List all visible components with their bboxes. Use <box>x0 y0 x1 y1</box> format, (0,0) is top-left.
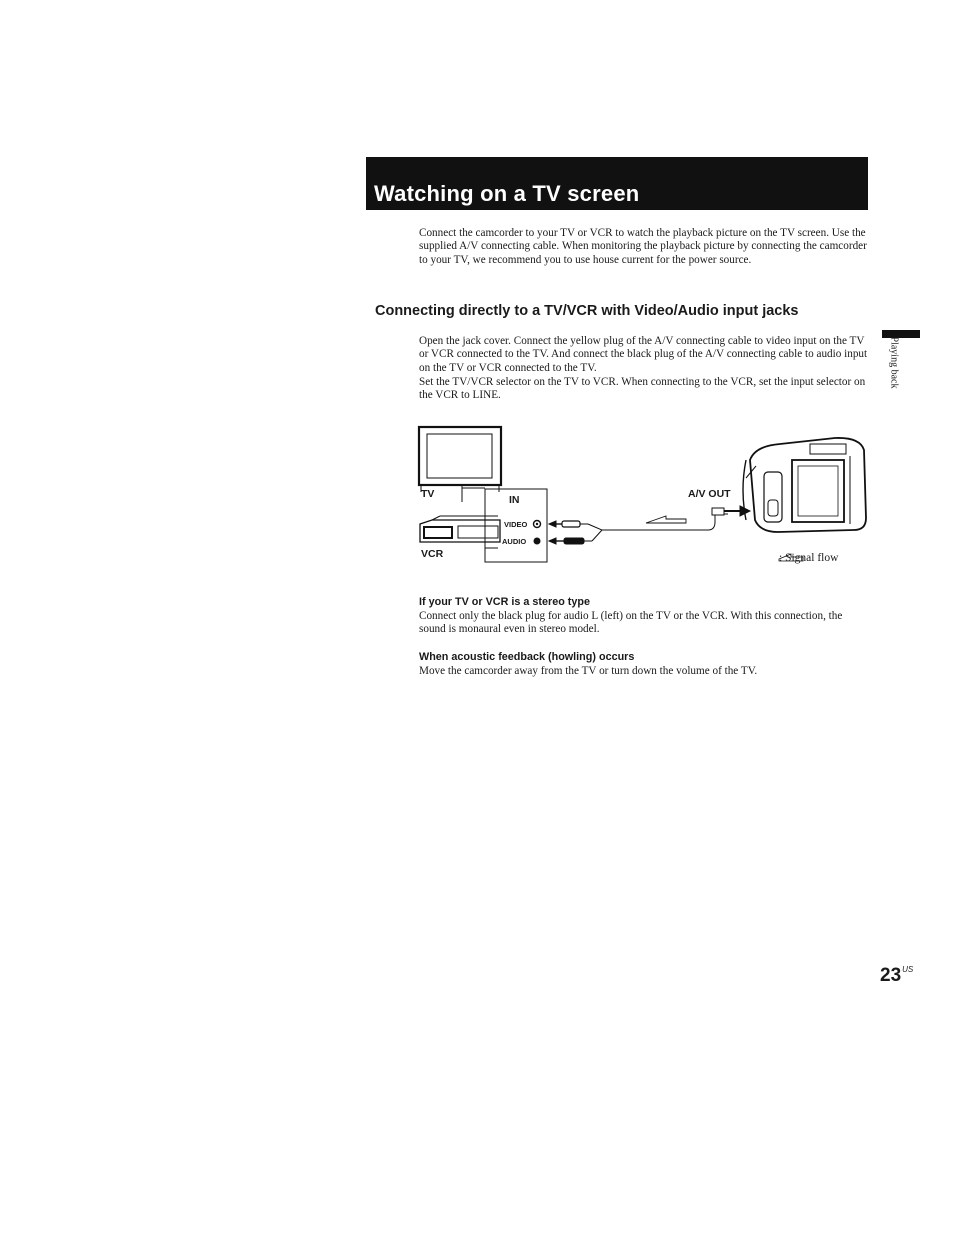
av-cable <box>588 514 728 541</box>
video-plug-icon <box>549 521 588 527</box>
av-out-label: A/V OUT <box>688 488 731 500</box>
page-number-suffix: US <box>902 965 914 974</box>
page-number-value: 23 <box>880 965 902 986</box>
page-number <box>880 965 913 987</box>
note-feedback-body: Move the camcorder away from the TV or turn down the volume of the TV. <box>419 665 758 677</box>
section-heading: Connecting directly to a TV/VCR with Video/Audio input jacks <box>375 303 799 319</box>
audio-plug-icon <box>549 538 592 544</box>
video-jack-center-icon <box>536 523 538 525</box>
section-body-paragraph-1: Open the jack cover. Connect the yellow plug of the A/V connecting cable to video input on the TV or VCR connected to the TV. And connect the black plug of the A/V connecting cable to audio input on the TV or VCR connected to the TV. <box>419 335 868 374</box>
connection-diagram <box>410 420 880 590</box>
note-stereo-heading: If your TV or VCR is a stereo type <box>419 596 590 608</box>
audio-jack-icon <box>534 538 541 545</box>
intro-paragraph: Connect the camcorder to your TV or VCR to watch the playback picture on the TV screen. Use the supplied A/V connecting cable. When monitoring the playback picture by connecting the camcorder to your TV, we recommend you to use house current for the power source. <box>419 227 867 266</box>
side-tab-label: Playing back <box>888 336 900 389</box>
page-title: Watching on a TV screen <box>374 181 640 206</box>
signal-flow-legend-label: : Signal flow <box>779 552 839 564</box>
camcorder-illustration <box>743 438 866 532</box>
note-feedback-heading: When acoustic feedback (howling) occurs <box>419 651 635 663</box>
video-label: VIDEO <box>504 520 528 529</box>
signal-flow-arrow-icon <box>646 516 686 523</box>
section-body-paragraph-2: Set the TV/VCR selector on the TV to VCR. When connecting to the VCR, set the input selector on the VCR to LINE. <box>419 376 866 402</box>
note-stereo-body: Connect only the black plug for audio L (left) on the TV or the VCR. With this connection, the sound is monaural even in stereo model. <box>419 610 843 636</box>
in-label: IN <box>509 494 520 506</box>
audio-label: AUDIO <box>502 537 527 546</box>
vcr-illustration <box>420 516 500 542</box>
tv-label: TV <box>421 488 435 500</box>
vcr-label: VCR <box>421 548 444 560</box>
